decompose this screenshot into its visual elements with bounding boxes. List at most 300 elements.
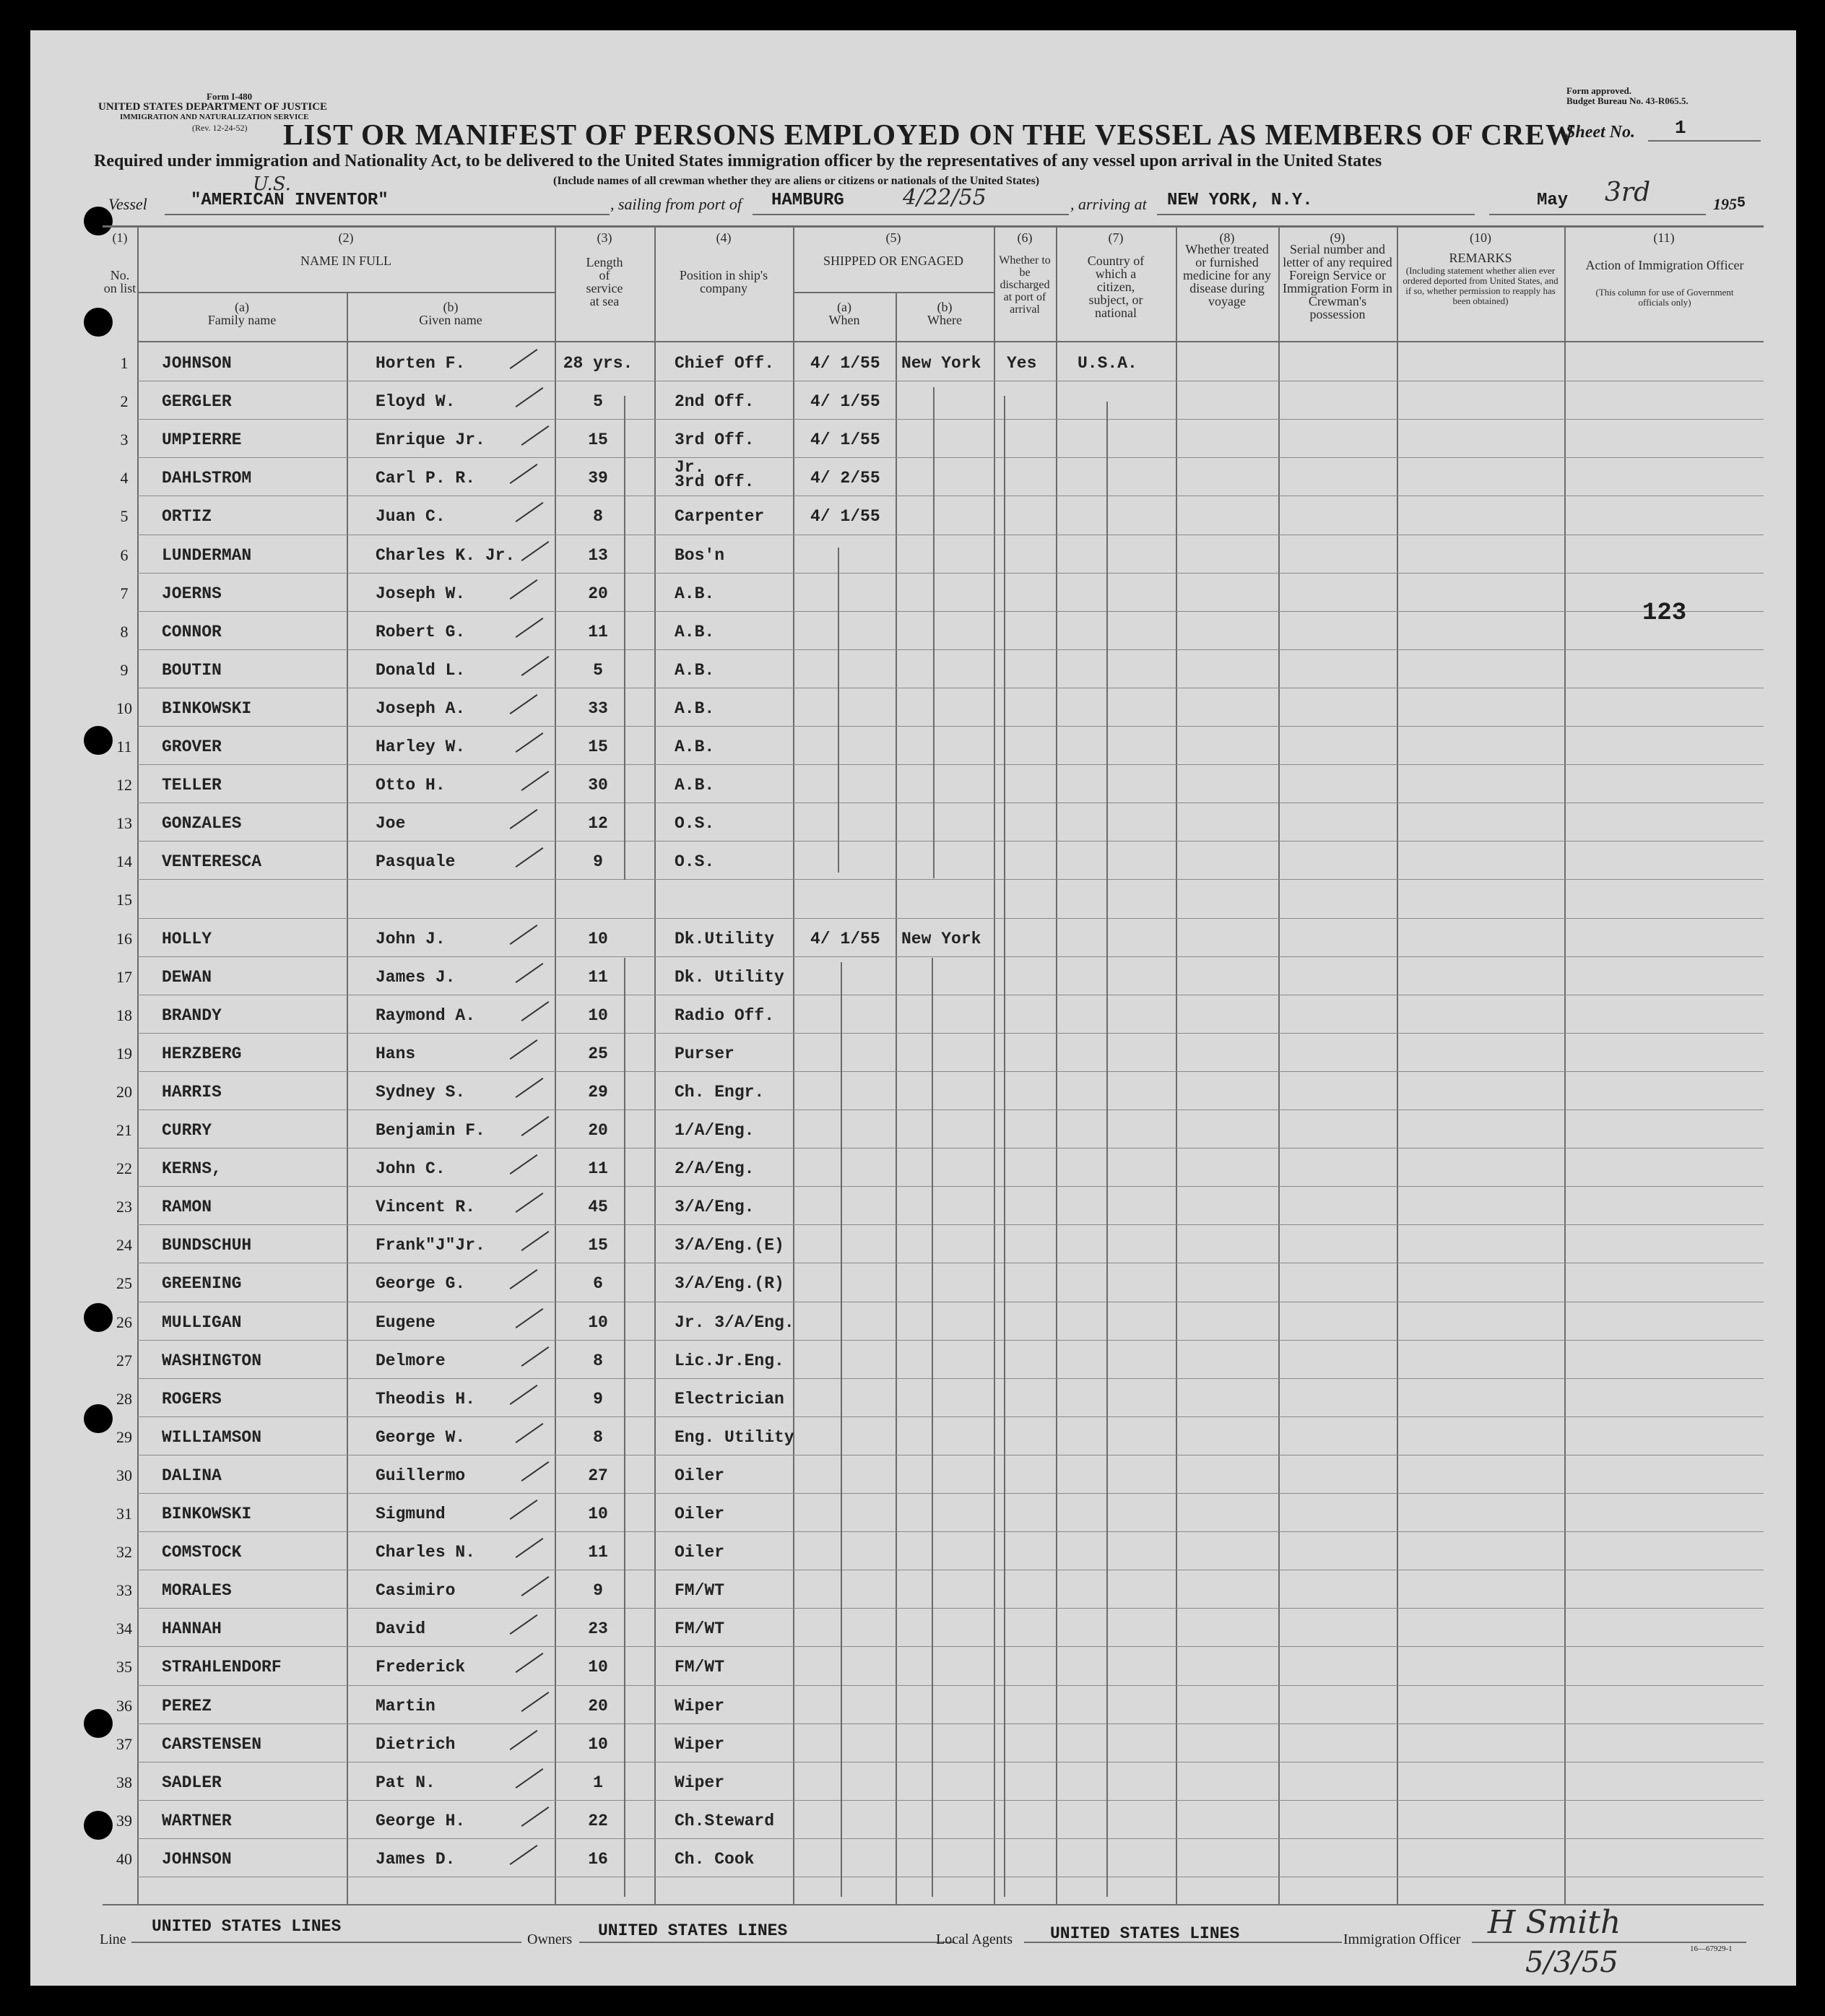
- ship-position: Eng. Utility: [675, 1428, 794, 1447]
- ship-position: A.B.: [675, 584, 715, 603]
- service-length: 15: [588, 431, 608, 449]
- col2-number: (2): [338, 230, 354, 245]
- family-name: TELLER: [162, 776, 222, 795]
- family-name: RAMON: [162, 1198, 212, 1216]
- check-mark-icon: [510, 1845, 538, 1865]
- given-name: Pasquale: [376, 852, 456, 871]
- service-length: 9: [593, 1390, 603, 1409]
- check-mark-icon: [521, 425, 550, 446]
- service-length: 20: [588, 584, 608, 603]
- row-rule: [137, 1608, 1764, 1609]
- family-name: HERZBERG: [162, 1044, 242, 1063]
- row-number: 29: [116, 1428, 132, 1446]
- col7-header: Country of which a citizen, subject, or national: [1087, 254, 1145, 320]
- service-length: 10: [588, 1505, 608, 1523]
- check-mark-icon: [510, 1385, 538, 1405]
- officer-label: Immigration Officer: [1343, 1931, 1461, 1947]
- family-name: ROGERS: [162, 1390, 222, 1409]
- col-divider: [1056, 227, 1057, 1904]
- ship-position: Ch. Engr.: [675, 1083, 765, 1102]
- given-name: Horten F.: [376, 354, 466, 373]
- family-name: STRAHLENDORF: [162, 1658, 282, 1677]
- agents-value: UNITED STATES LINES: [1050, 1924, 1240, 1943]
- manifest-sheet: [30, 30, 1796, 1986]
- family-name: MULLIGAN: [162, 1313, 242, 1332]
- service-length: 6: [593, 1274, 603, 1293]
- ditto-line: [1106, 402, 1108, 1897]
- sailing-date: 4/22/55: [903, 185, 987, 210]
- shipped-where: New York: [901, 930, 981, 948]
- row-rule: [137, 1493, 1764, 1494]
- row-number: 27: [116, 1351, 132, 1370]
- row-rule: [137, 1340, 1764, 1341]
- family-name: DAHLSTROM: [162, 469, 252, 488]
- row-number: 23: [116, 1198, 132, 1216]
- row-number: 3: [120, 431, 129, 449]
- row-rule: [137, 841, 1764, 842]
- row-rule: [137, 1800, 1764, 1801]
- service-length: 33: [588, 699, 608, 718]
- check-mark-icon: [516, 1308, 544, 1328]
- service-length: 10: [588, 930, 608, 948]
- ship-position: Bos'n: [675, 546, 725, 565]
- row-number: 40: [116, 1850, 132, 1868]
- service-length: 16: [588, 1850, 608, 1869]
- form-number: Form I-480: [207, 91, 253, 102]
- check-mark-icon: [521, 541, 550, 561]
- family-name: WARTNER: [162, 1812, 232, 1830]
- col8-number: (8): [1219, 230, 1235, 245]
- given-name: Hans: [376, 1044, 416, 1063]
- sheet-number: 1: [1675, 117, 1686, 139]
- col4-header: Position in ship's company: [679, 268, 768, 295]
- col-divider: [1176, 227, 1177, 1904]
- col2-header: NAME IN FULL: [300, 254, 391, 268]
- given-name: Sydney S.: [376, 1083, 466, 1102]
- department: UNITED STATES DEPARTMENT OF JUSTICE: [98, 101, 328, 113]
- row-number: 35: [116, 1658, 132, 1676]
- given-name: George H.: [376, 1812, 466, 1830]
- ship-position: 2/A/Eng.: [675, 1159, 755, 1178]
- ship-position: 2nd Off.: [675, 392, 755, 411]
- citizenship: U.S.A.: [1078, 354, 1137, 373]
- arrival-month: May: [1537, 191, 1569, 210]
- col6-number: (6): [1017, 230, 1033, 245]
- check-mark-icon: [516, 847, 544, 868]
- port-underline: [753, 214, 1069, 215]
- service-length: 30: [588, 776, 608, 795]
- family-name: CARSTENSEN: [162, 1735, 262, 1754]
- check-mark-icon: [510, 464, 538, 484]
- row-rule: [137, 1723, 1764, 1724]
- given-name: Raymond A.: [376, 1006, 476, 1025]
- given-name: Delmore: [376, 1351, 446, 1370]
- col-divider: [1564, 227, 1566, 1904]
- check-mark-icon: [521, 1231, 550, 1251]
- row-rule: [137, 802, 1764, 803]
- family-name: UMPIERRE: [162, 431, 242, 449]
- ship-position: Jr. 3/A/Eng.: [675, 1313, 794, 1332]
- shipped-when: 4/ 1/55: [810, 431, 880, 449]
- family-name: COMSTOCK: [162, 1543, 242, 1562]
- col2a-header: (a) Family name: [207, 300, 277, 327]
- ditto-line: [841, 962, 842, 1897]
- service-length: 13: [588, 546, 608, 565]
- family-name: BOUTIN: [162, 661, 222, 680]
- col6-header: Whether to be discharged at port of arrival: [999, 254, 1051, 316]
- family-name: HANNAH: [162, 1619, 222, 1638]
- ship-position: A.B.: [675, 737, 715, 756]
- line-underline: [131, 1942, 521, 1943]
- form-note: (Include names of all crewman whether they are aliens or citizens or nationals of the United States): [553, 175, 1040, 187]
- ditto-line: [1004, 396, 1005, 1897]
- ship-position: A.B.: [675, 661, 715, 680]
- col5-number: (5): [885, 230, 901, 245]
- service-length: 22: [588, 1812, 608, 1830]
- service-length: 9: [593, 1581, 603, 1600]
- col9-header: Serial number and letter of any required Foreign Service or Immigration Form in Crewman's possession: [1283, 242, 1392, 321]
- given-name: Charles N.: [376, 1543, 476, 1562]
- ship-position: Wiper: [675, 1773, 725, 1792]
- given-name: Theodis H.: [376, 1390, 476, 1409]
- row-rule: [137, 1186, 1764, 1187]
- line-label: Line: [100, 1931, 126, 1947]
- row-rule: [137, 1071, 1764, 1072]
- given-name: Vincent R.: [376, 1198, 476, 1216]
- row-number: 33: [116, 1581, 132, 1599]
- given-name: Harley W.: [376, 737, 466, 756]
- row-rule: [137, 1646, 1764, 1647]
- officer-date: 5/3/55: [1525, 1946, 1618, 1979]
- family-name: CONNOR: [162, 623, 222, 641]
- ship-position: Ch.Steward: [675, 1812, 775, 1830]
- service-length: 10: [588, 1658, 608, 1677]
- family-name: JOHNSON: [162, 354, 232, 373]
- check-mark-icon: [510, 694, 538, 714]
- agents-underline: [1024, 1942, 1342, 1943]
- row-number: 19: [116, 1044, 132, 1063]
- col1-header: No. on list: [103, 268, 136, 295]
- ship-position: 3/A/Eng.: [675, 1198, 755, 1216]
- check-mark-icon: [521, 1692, 550, 1712]
- row-number: 34: [116, 1619, 132, 1638]
- ship-position: Dk. Utility: [675, 968, 784, 987]
- form-title: LIST OR MANIFEST OF PERSONS EMPLOYED ON THE VESSEL AS MEMBERS OF CREW: [283, 118, 1576, 151]
- check-mark-icon: [516, 1653, 544, 1673]
- col11-header: Action of Immigration Officer: [1585, 258, 1744, 272]
- ship-position: A.B.: [675, 776, 715, 795]
- row-rule: [137, 1033, 1764, 1034]
- ship-position: Carpenter: [675, 507, 765, 526]
- row-rule: [137, 879, 1764, 880]
- agents-label: Local Agents: [936, 1931, 1013, 1947]
- row-rule: [137, 573, 1764, 574]
- ship-position: Oiler: [675, 1505, 725, 1523]
- col-divider: [994, 227, 995, 1904]
- ditto-line: [838, 548, 839, 873]
- ship-position: Purser: [675, 1044, 734, 1063]
- service-length: 5: [593, 392, 603, 411]
- ship-position: A.B.: [675, 623, 715, 641]
- given-name: Sigmund: [376, 1505, 446, 1523]
- row-number: 26: [116, 1313, 132, 1331]
- service-length: 23: [588, 1619, 608, 1638]
- row-number: 21: [116, 1121, 132, 1139]
- given-name: Enrique Jr.: [376, 431, 485, 449]
- service-length: 15: [588, 737, 608, 756]
- arrival-port: NEW YORK, N.Y.: [1167, 191, 1313, 210]
- service-length: 25: [588, 1044, 608, 1063]
- given-name: George G.: [376, 1274, 466, 1293]
- ship-position: FM/WT: [675, 1581, 725, 1600]
- family-name: GONZALES: [162, 814, 242, 833]
- ditto-line: [933, 387, 935, 878]
- subheader-rule: [793, 292, 994, 293]
- check-mark-icon: [510, 1730, 538, 1750]
- family-name: HOLLY: [162, 930, 212, 948]
- row-number: 7: [120, 584, 129, 602]
- row-rule: [137, 1838, 1764, 1839]
- row-rule: [137, 611, 1764, 612]
- given-name: David: [376, 1619, 426, 1638]
- row-number: 4: [120, 469, 129, 487]
- check-mark-icon: [510, 1269, 538, 1289]
- given-name: John J.: [376, 930, 446, 948]
- ship-position: 1/A/Eng.: [675, 1121, 755, 1140]
- sheet-label: Sheet No.: [1566, 123, 1635, 142]
- col5b-header: (b) Where: [927, 300, 962, 327]
- row-number: 11: [116, 737, 132, 756]
- row-rule: [137, 1109, 1764, 1110]
- check-mark-icon: [516, 732, 544, 753]
- vessel-name: "AMERICAN INVENTOR": [191, 191, 389, 210]
- row-rule: [137, 726, 1764, 727]
- row-number: 15: [116, 891, 132, 909]
- ship-position: 3/A/Eng.(R): [675, 1274, 784, 1293]
- col4-number: (4): [716, 230, 732, 245]
- ship-position: O.S.: [675, 814, 715, 833]
- check-mark-icon: [510, 1614, 538, 1635]
- given-name: James J.: [376, 968, 456, 987]
- officer-mark: 123: [1642, 600, 1687, 627]
- col9-number: (9): [1330, 230, 1345, 245]
- given-name: Dietrich: [376, 1735, 456, 1754]
- family-name: WASHINGTON: [162, 1351, 262, 1370]
- col10-note: (Including statement whether alien ever ordered deported from United States, and if so, whether permission to reapply has been obtained): [1403, 265, 1559, 306]
- ditto-line: [932, 958, 933, 1897]
- check-mark-icon: [521, 1576, 550, 1596]
- family-name: WILLIAMSON: [162, 1428, 262, 1447]
- row-number: 31: [116, 1505, 132, 1523]
- owners-value: UNITED STATES LINES: [598, 1921, 788, 1940]
- ship-position: Radio Off.: [675, 1006, 775, 1025]
- family-name: DEWAN: [162, 968, 212, 987]
- ditto-line: [624, 396, 625, 880]
- given-name: Robert G.: [376, 623, 466, 641]
- service-length: 1: [593, 1773, 603, 1792]
- ship-position: 3/A/Eng.(E): [675, 1236, 784, 1255]
- arriving-label: , arriving at: [1070, 195, 1147, 213]
- row-rule: [137, 1531, 1764, 1532]
- service-length: 28 yrs.: [563, 354, 633, 373]
- ship-position: Oiler: [675, 1466, 725, 1485]
- col11-number: (11): [1653, 230, 1675, 245]
- given-name: Martin: [376, 1697, 435, 1716]
- check-mark-icon: [521, 1461, 550, 1481]
- check-mark-icon: [521, 1001, 550, 1021]
- table-top-rule: [103, 225, 1764, 228]
- arrival-underline: [1157, 214, 1475, 215]
- row-rule: [137, 764, 1764, 765]
- check-mark-icon: [510, 349, 538, 369]
- col-divider: [654, 227, 656, 1904]
- given-name: Guillermo: [376, 1466, 466, 1485]
- year-suffix: 5: [1737, 195, 1746, 212]
- given-name: Pat N.: [376, 1773, 435, 1792]
- check-mark-icon: [521, 1346, 550, 1367]
- check-mark-icon: [516, 1768, 544, 1788]
- date-underline: [1489, 214, 1706, 215]
- family-name: HARRIS: [162, 1083, 222, 1102]
- service-length: 8: [593, 1351, 603, 1370]
- check-mark-icon: [516, 963, 544, 983]
- check-mark-icon: [516, 1423, 544, 1443]
- form-subtitle: Required under immigration and Nationality Act, to be delivered to the United States immigration officer by the representatives of any vessel upon arrival in the United States: [94, 152, 1382, 170]
- service-length: 11: [588, 1543, 608, 1562]
- col3-header: Length of service at sea: [586, 255, 623, 308]
- revision: (Rev. 12-24-52): [192, 123, 248, 133]
- given-name: Juan C.: [376, 507, 446, 526]
- given-name: Carl P. R.: [376, 469, 476, 488]
- col7-number: (7): [1108, 230, 1124, 245]
- form-approved: Form approved.: [1566, 85, 1632, 96]
- sailing-label: , sailing from port of: [610, 195, 742, 213]
- shipped-when: 4/ 1/55: [810, 392, 880, 411]
- row-rule: [137, 1685, 1764, 1686]
- service-length: 9: [593, 852, 603, 871]
- ship-position: Jr. 3rd Off.: [675, 458, 755, 491]
- ditto-line: [624, 958, 625, 1897]
- row-number: 8: [120, 623, 129, 641]
- sheet-underline: [1648, 140, 1761, 142]
- header-bottom-rule: [137, 341, 1764, 342]
- given-name: James D.: [376, 1850, 456, 1869]
- row-rule: [137, 419, 1764, 420]
- given-name: Joe: [376, 814, 406, 833]
- row-number: 10: [116, 699, 132, 717]
- family-name: JOERNS: [162, 584, 222, 603]
- given-name: John C.: [376, 1159, 446, 1178]
- check-mark-icon: [510, 1039, 538, 1060]
- col10-header: REMARKS: [1449, 251, 1512, 265]
- family-name: BINKOWSKI: [162, 699, 252, 718]
- punch-hole: [84, 308, 113, 337]
- row-number: 1: [120, 354, 129, 372]
- service-length: 27: [588, 1466, 608, 1485]
- ship-position: Oiler: [675, 1543, 725, 1562]
- ship-position: FM/WT: [675, 1658, 725, 1677]
- col-divider: [1278, 227, 1280, 1904]
- arrival-day: 3rd: [1605, 178, 1651, 207]
- family-name: PEREZ: [162, 1697, 212, 1716]
- col3-number: (3): [597, 230, 612, 245]
- check-mark-icon: [516, 502, 544, 522]
- row-rule: [137, 918, 1764, 919]
- row-number: 9: [120, 661, 129, 679]
- row-number: 38: [116, 1773, 132, 1791]
- service-length: 45: [588, 1198, 608, 1216]
- ship-position: O.S.: [675, 852, 715, 871]
- subheader-rule: [137, 292, 555, 293]
- check-mark-icon: [516, 1078, 544, 1098]
- check-mark-icon: [510, 1500, 538, 1520]
- given-name: Casimiro: [376, 1581, 456, 1600]
- family-name: KERNS,: [162, 1159, 222, 1178]
- row-number: 16: [116, 930, 132, 948]
- family-name: JOHNSON: [162, 1850, 232, 1869]
- row-number: 28: [116, 1390, 132, 1408]
- row-number: 32: [116, 1543, 132, 1561]
- row-number: 24: [116, 1236, 132, 1254]
- officer-underline: [1472, 1942, 1746, 1943]
- service-length: 20: [588, 1697, 608, 1716]
- ship-position: Electrician: [675, 1390, 784, 1409]
- family-name: ORTIZ: [162, 507, 212, 526]
- vessel-label: Vessel: [108, 195, 147, 213]
- row-number: 22: [116, 1159, 132, 1177]
- service-length: 11: [588, 1159, 608, 1178]
- row-number: 39: [116, 1812, 132, 1830]
- shipped-where: New York: [901, 354, 981, 373]
- arrival-year: [1713, 195, 1746, 214]
- service-length: 11: [588, 968, 608, 987]
- given-name: Otto H.: [376, 776, 446, 795]
- ship-position: 3rd Off.: [675, 431, 755, 449]
- col5-header: SHIPPED OR ENGAGED: [823, 254, 963, 268]
- family-name: DALINA: [162, 1466, 222, 1485]
- given-name: Joseph W.: [376, 584, 466, 603]
- discharged: Yes: [1007, 354, 1037, 373]
- sailing-port: HAMBURG: [771, 191, 844, 210]
- check-mark-icon: [510, 579, 538, 600]
- ship-position: Chief Off.: [675, 354, 775, 373]
- owners-label: Owners: [527, 1931, 573, 1947]
- check-mark-icon: [521, 771, 550, 791]
- service-length: 10: [588, 1735, 608, 1754]
- family-name: GERGLER: [162, 392, 232, 411]
- check-mark-icon: [516, 618, 544, 638]
- row-number: 20: [116, 1083, 132, 1101]
- check-mark-icon: [510, 925, 538, 945]
- row-number: 12: [116, 776, 132, 794]
- service-length: 11: [588, 623, 608, 641]
- given-name: Joseph A.: [376, 699, 466, 718]
- row-number: 30: [116, 1466, 132, 1484]
- col10-number: (10): [1470, 230, 1491, 245]
- line-value: UNITED STATES LINES: [152, 1917, 342, 1936]
- service-length: 8: [593, 507, 603, 526]
- service-length: 10: [588, 1313, 608, 1332]
- us-handwritten: U.S.: [253, 173, 291, 195]
- family-name: BINKOWSKI: [162, 1505, 252, 1523]
- row-rule: [137, 956, 1764, 957]
- family-name: GROVER: [162, 737, 222, 756]
- shipped-when: 4/ 2/55: [810, 469, 880, 488]
- service-length: 15: [588, 1236, 608, 1255]
- family-name: GREENING: [162, 1274, 242, 1293]
- ship-position: Wiper: [675, 1697, 725, 1716]
- service-length: 39: [588, 469, 608, 488]
